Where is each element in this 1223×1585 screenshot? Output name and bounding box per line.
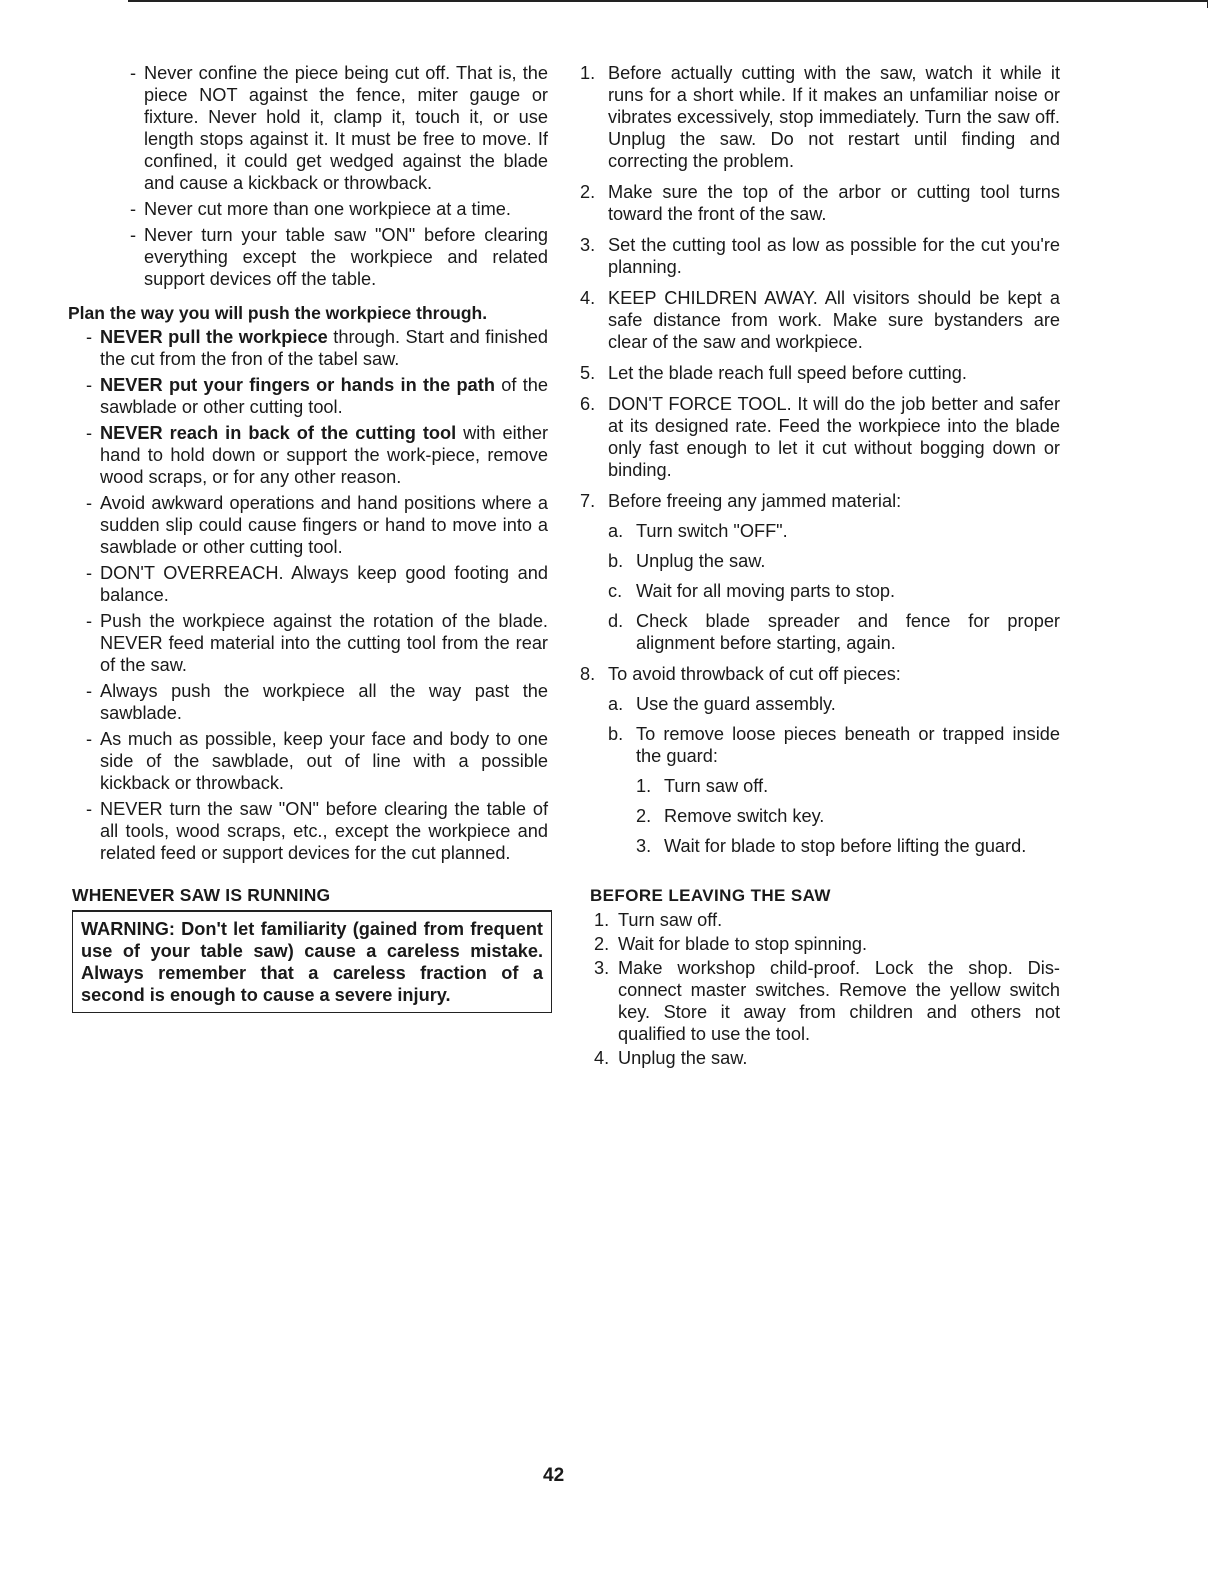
sub-list-item: d. Check blade spreader and fence for proper alignment before starting, again.	[608, 611, 1060, 653]
list-item: - Never turn your table saw "ON" before clearing everything except the workpiece and related support devices off the table.	[130, 225, 548, 289]
top-rule	[128, 0, 1208, 2]
sub-list-item: b. Unplug the saw.	[608, 551, 766, 571]
push-subheading: Plan the way you will push the workpiece through.	[68, 303, 488, 323]
step-item: 1. Turn saw off.	[636, 776, 769, 796]
list-item: 2. Make sure the top of the arbor or cutting tool turns toward the front of the saw.	[580, 182, 1060, 224]
before-leaving-list	[580, 909, 1060, 1069]
sub-list-item: c. Wait for all moving parts to stop.	[608, 581, 896, 601]
sub-list-item: a. Use the guard assembly.	[608, 694, 836, 714]
list-item: - DON'T OVERREACH. Always keep good footing and balance.	[86, 563, 548, 605]
list-item: - Push the workpiece against the rotation of the blade. NEVER feed material into the cutting tool from the rear of the saw.	[86, 611, 548, 675]
list-item: 4. Unplug the saw.	[594, 1048, 748, 1068]
left-column	[68, 62, 548, 1013]
warning-box	[72, 910, 552, 1013]
step-item: 2. Remove switch key.	[636, 806, 825, 826]
list-item: - Always push the workpiece all the way past the sawblade.	[86, 681, 548, 723]
numbered-list	[580, 62, 1060, 857]
list-item: - Never confine the piece being cut off. That is, the piece NOT against the fence, miter gauge or fixture. Never hold it, clamp it, touch it, or use length stops against it. It must be free to move. If confined, it could get wedged against the blade and cause a kickback or throwback.	[130, 63, 548, 193]
list-item: 1. Turn saw off.	[594, 910, 723, 930]
sub-list-item: b. To remove loose pieces beneath or trapped inside the guard: 1. Turn saw off. 2. Remove switch key. 3. Wait for blade to stop before lifting the guard.	[608, 724, 1060, 856]
push-list	[86, 326, 548, 864]
intro-list	[130, 62, 548, 290]
list-item: 2. Wait for blade to stop spinning.	[594, 934, 868, 954]
step-item: 3. Wait for blade to stop before lifting the guard.	[636, 836, 1027, 856]
list-item: - NEVER turn the saw "ON" before clearing the table of all tools, wood scraps, etc., except the workpiece and related feed or support devices for the cut planned.	[86, 799, 548, 863]
page-number: 42	[543, 1465, 565, 1486]
list-item: 1. Before actually cutting with the saw, watch it while it runs for a short while. If it makes an unfamiliar noise or vibrates excessively, stop immediately. Turn the saw off. Unplug the saw. Do not restart until finding and correcting the problem.	[580, 63, 1060, 171]
right-column	[580, 62, 1060, 1071]
sub-list-item: a. Turn switch "OFF".	[608, 521, 788, 541]
list-item: 8. To avoid throwback of cut off pieces: a. Use the guard assembly. b. To remove loose pieces beneath or trapped inside the guard: 1. Turn saw off. 2. Remove switch key. 3. Wait for blade to stop before lifting the guard.	[580, 664, 1060, 856]
section-heading-before-leaving: BEFORE LEAVING THE SAW	[590, 886, 831, 905]
list-item: 3. Set the cutting tool as low as possible for the cut you're planning.	[580, 235, 1060, 277]
top-rule-tick	[1207, 0, 1208, 8]
warning-text: WARNING: Don't let familiarity (gained from frequent use of your table saw) cause a careless mistake. Always remember that a careless fraction of a second is enough to cause a severe injury.	[81, 919, 543, 1005]
list-item: 3. Make workshop child-proof. Lock the shop. Dis-connect master switches. Remove the yellow switch key. Store it away from children and others not qualified to use the tool.	[594, 958, 1060, 1044]
list-item: - NEVER pull the workpiece through. Start and finished the cut from the fron of the tabel saw.	[86, 327, 548, 369]
list-item: - Avoid awkward operations and hand positions where a sudden slip could cause fingers or hand to move into a sawblade or other cutting tool.	[86, 493, 548, 557]
list-item: 7. Before freeing any jammed material: a. Turn switch "OFF". b. Unplug the saw. c. Wait for all moving parts to stop. d. Check blade spreader and fence for proper alignment before starting, again.	[580, 491, 1060, 653]
section-heading-running: WHENEVER SAW IS RUNNING	[72, 885, 331, 905]
list-item: 5. Let the blade reach full speed before cutting.	[580, 363, 967, 383]
list-item: - NEVER put your fingers or hands in the path of the sawblade or other cutting tool.	[86, 375, 548, 417]
list-item: 4. KEEP CHILDREN AWAY. All visitors should be kept a safe distance from work. Make sure bystanders are clear of the saw and workpiece.	[580, 288, 1060, 352]
list-item: - Never cut more than one workpiece at a time.	[130, 199, 511, 219]
list-item: - As much as possible, keep your face and body to one side of the sawblade, out of line with a possible kickback or throwback.	[86, 729, 548, 793]
list-item: 6. DON'T FORCE TOOL. It will do the job better and safer at its designed rate. Feed the workpiece into the blade only fast enough to let it cut without bogging down or binding.	[580, 394, 1060, 480]
list-item: - NEVER reach in back of the cutting tool with either hand to hold down or support the work-piece, remove wood scraps, or for any other reason.	[86, 423, 548, 487]
